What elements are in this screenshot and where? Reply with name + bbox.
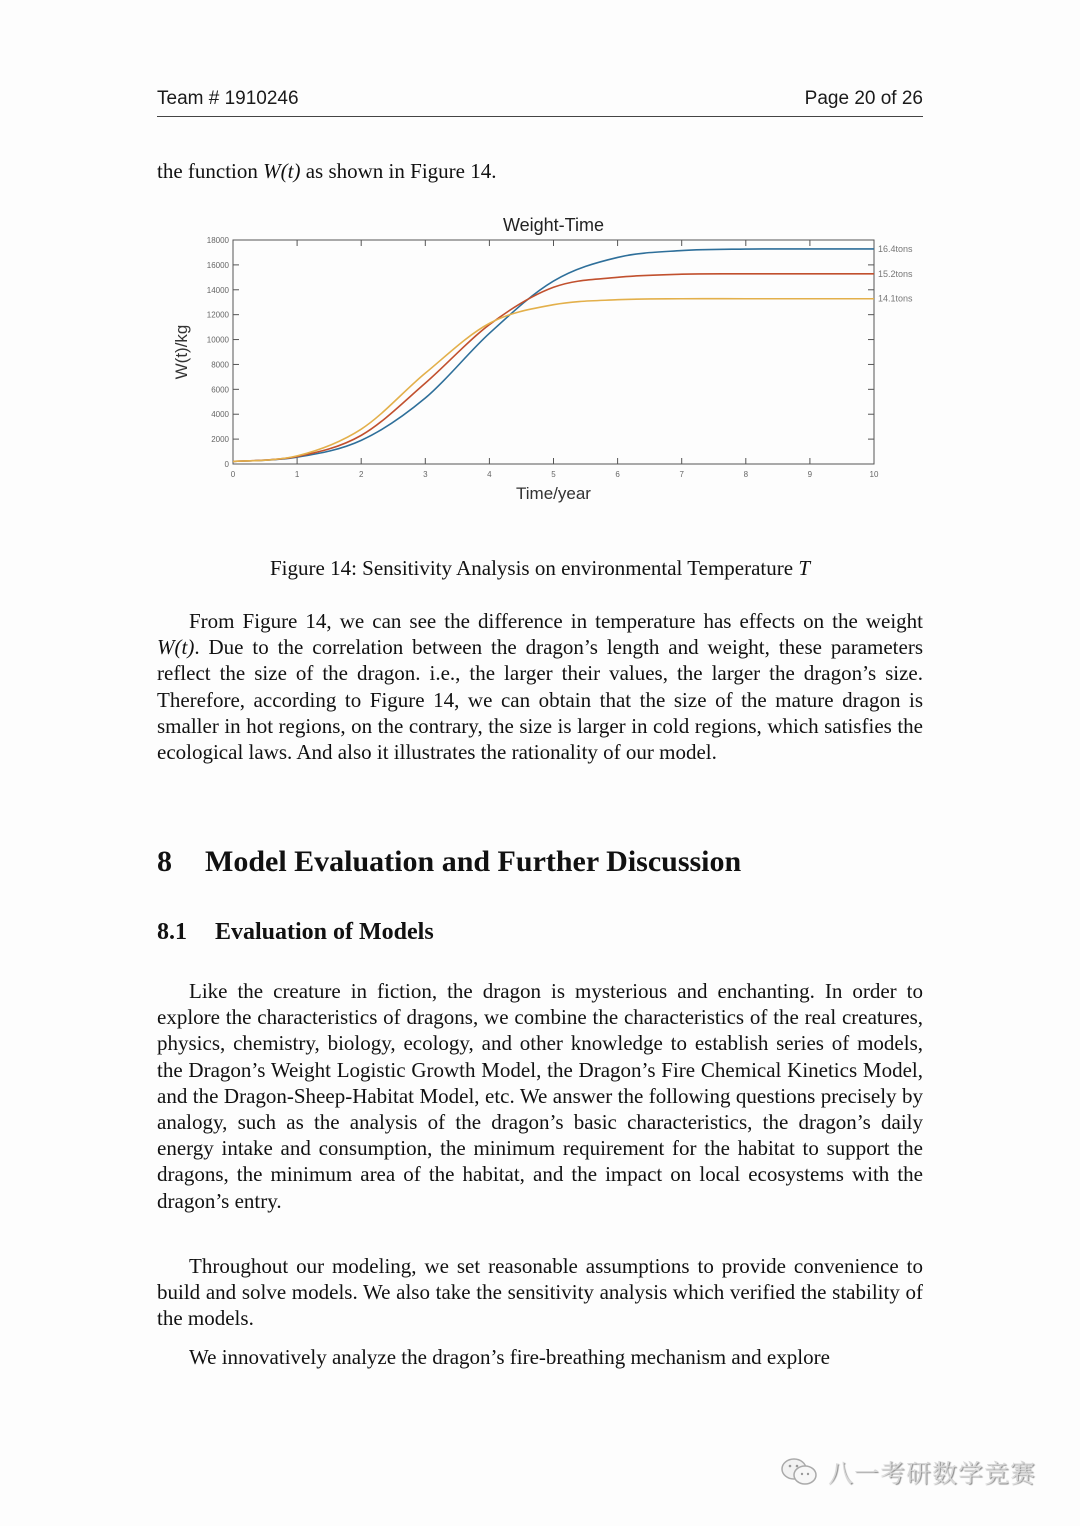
- y-tick-label: 10000: [206, 335, 229, 345]
- intro-line: [157, 158, 923, 184]
- math-w-t: W(t): [157, 635, 195, 660]
- y-axis-label: W(t)/kg: [172, 324, 191, 380]
- section-title: Model Evaluation and Further Discussion: [205, 845, 742, 878]
- chart-svg: [160, 205, 940, 515]
- wechat-icon: [780, 1456, 820, 1488]
- series-annotation: 16.4tons: [878, 243, 913, 254]
- x-tick-label: 4: [487, 470, 492, 479]
- x-tick-label: 0: [230, 470, 236, 479]
- para1-text-b: . Due to the correlation between the dragon’s length and weight, these parameters reflect the size of the dragon. i.e., the larger their values, the larger the dragon’s size. Therefore, according to Figure 14, we can obtain that the size of the mature dragon is smaller in hot regions, on the contrary, the size is larger in cold regions, which satisfies the ecological laws. And also it illustrates the rationality of our model.: [157, 635, 923, 765]
- weight-time-chart: [160, 205, 940, 515]
- series-line: [233, 274, 874, 462]
- figure-caption: [157, 556, 923, 581]
- x-tick-label: 5: [551, 470, 556, 479]
- x-tick-label: 1: [294, 470, 300, 479]
- subsection-heading-8-1: [157, 919, 434, 946]
- series-line: [233, 299, 874, 462]
- x-tick-label: 3: [423, 470, 428, 479]
- y-tick-label: 14000: [206, 285, 229, 295]
- para3-text: Throughout our modeling, we set reasonable assumptions to provide convenience to build and solve models. We also take the sensitivity analysis which verified the stability of the models.: [157, 1254, 923, 1331]
- section-heading-8: [157, 845, 741, 879]
- caption-text: Figure 14: Sensitivity Analysis on environmental Temperature: [270, 556, 799, 580]
- y-tick-label: 8000: [211, 360, 229, 370]
- header-divider: [157, 116, 923, 117]
- y-tick-label: 6000: [211, 385, 229, 395]
- x-tick-label: 9: [807, 470, 813, 479]
- page-header: [157, 88, 923, 118]
- chart-title: Weight-Time: [502, 215, 605, 235]
- series-annotation: 15.2tons: [878, 268, 913, 279]
- watermark: [780, 1452, 1060, 1492]
- page-number: Page 20 of 26: [804, 88, 923, 109]
- x-tick-label: 10: [869, 470, 879, 479]
- paragraph-innovation: [157, 1344, 923, 1370]
- para1-text-a: From Figure 14, we can see the difference in temperature has effects on the weight: [189, 609, 923, 633]
- para2-text: Like the creature in fiction, the dragon is mysterious and enchanting. In order to explore the characteristics of dragons, we combine the characteristics of the real creatures, physics, chemistry, biology, ecology, and other knowledge to establish series of models, the Dragon’s Weight Logistic Growth Model, the Dragon’s Fire Chemical Kinetics Model, and the Dragon-Sheep-Habitat Model, etc. We answer the following questions precisely by analogy, such as the analysis of the dragon’s basic characteristics, the dragon’s daily energy intake and consumption, the minimum requirement for the habitat to support the dragons, the minimum area of the habitat, and the impact on local ecosystems with the dragon’s entry.: [157, 979, 923, 1213]
- math-w-t: W(t): [263, 159, 301, 183]
- section-number: 8: [157, 845, 172, 878]
- x-tick-label: 2: [358, 470, 364, 479]
- x-tick-label: 7: [679, 470, 684, 479]
- y-tick-label: 0: [224, 460, 229, 469]
- subsection-title: Evaluation of Models: [215, 919, 434, 945]
- paragraph-figure-discussion: [157, 608, 923, 765]
- caption-math: T: [798, 556, 810, 580]
- y-tick-label: 2000: [211, 435, 229, 445]
- para4-text: We innovatively analyze the dragon’s fire-breathing mechanism and explore: [189, 1345, 830, 1369]
- subsection-number: 8.1: [157, 919, 187, 945]
- y-tick-label: 4000: [211, 410, 229, 420]
- y-tick-label: 16000: [206, 260, 229, 270]
- x-axis-label: Time/year: [516, 484, 591, 503]
- intro-text: the function: [157, 159, 264, 183]
- team-number: Team # 1910246: [157, 88, 299, 109]
- series-line: [233, 249, 874, 462]
- paragraph-assumptions: [157, 1253, 923, 1332]
- y-tick-label: 12000: [206, 310, 229, 320]
- series-annotation: 14.1tons: [878, 293, 913, 304]
- y-tick-label: 18000: [206, 236, 229, 245]
- x-tick-label: 8: [743, 470, 749, 479]
- paragraph-evaluation: [157, 978, 923, 1214]
- x-tick-label: 6: [615, 470, 620, 479]
- intro-text-end: as shown in Figure 14.: [300, 159, 497, 183]
- watermark-text: 八一考研数学竞赛: [828, 1459, 1037, 1488]
